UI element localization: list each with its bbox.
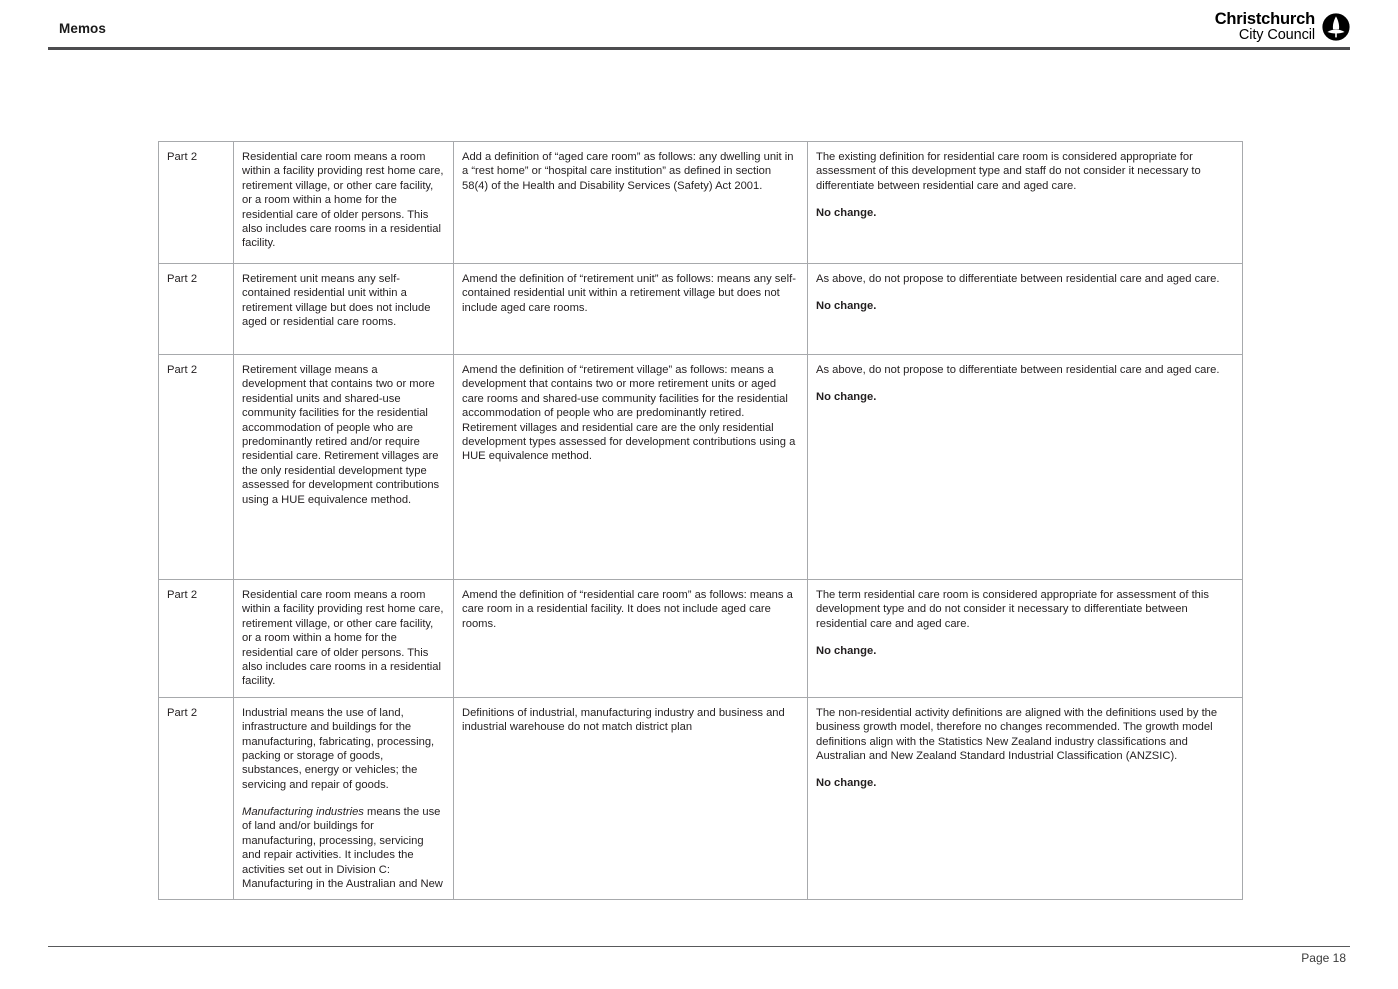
submission-text: Amend the definition of “retirement unit” as follows: means any self-contained residential unit within a retirement village but does not include aged care rooms. (462, 273, 796, 314)
definitions-submissions-table (158, 141, 1243, 900)
response-decision: No change. (816, 207, 877, 220)
page-footer (48, 946, 1350, 972)
cell-staff-response (808, 355, 1243, 580)
table-row (159, 580, 1243, 698)
cell-submission-point (454, 142, 808, 264)
response-decision: No change. (816, 300, 877, 313)
christchurch-council-emblem-icon (1322, 13, 1350, 41)
cell-original-definition (234, 355, 454, 580)
cell-part: Part 2 (159, 264, 234, 355)
table-row (159, 697, 1243, 900)
cell-part: Part 2 (159, 697, 234, 900)
logo-line-city-council: City Council (1238, 27, 1315, 44)
submission-text: Amend the definition of “residential care room” as follows: means a care room in a residential facility. It does not include aged care rooms. (462, 589, 793, 630)
original-definition-text: Residential care room means a room within a facility providing rest home care, retirement village, or other care facility, or a room within a home for the residential care of older persons. This also includes care rooms in a residential facility. (242, 589, 444, 688)
cell-submission-point (454, 355, 808, 580)
table-row (159, 264, 1243, 355)
original-definition-text: Retirement unit means any self-contained residential unit within a retirement village but does not include aged or residential care rooms. (242, 273, 431, 329)
cell-staff-response (808, 142, 1243, 264)
footer-divider (48, 946, 1350, 947)
response-decision: No change. (816, 391, 877, 404)
manufacturing-term: Manufacturing industries (242, 806, 364, 819)
response-decision: No change. (816, 777, 877, 790)
page-header (48, 10, 1350, 48)
response-text: As above, do not propose to differentiate between residential care and aged care. (816, 273, 1220, 285)
table-row (159, 355, 1243, 580)
manufacturing-continued: means the use of land and/or buildings for manufacturing, processing, servicing and repair activities. It includes the activities set out in Division C: Manufacturing in the Australian and New (242, 806, 443, 891)
cell-submission-point (454, 697, 808, 900)
cell-part: Part 2 (159, 355, 234, 580)
submission-text: Definitions of industrial, manufacturing industry and business and industrial warehouse do not match district plan (462, 706, 785, 734)
original-definition-text: Residential care room means a room within a facility providing rest home care, retirement village, or other care facility, or a room within a home for the residential care of older persons. This also includes care rooms in a residential facility. (242, 151, 444, 250)
response-text: The existing definition for residential care room is considered appropriate for assessment of this development type and staff do not consider it necessary to differentiate between residential care and aged care. (816, 151, 1201, 192)
original-definition-text: Industrial means the use of land, infrastructure and buildings for the manufacturing, fabricating, processing, packing or storage of goods, substances, energy or vehicles; the servicing and repair of goods. (242, 706, 435, 791)
cell-original-definition (234, 142, 454, 264)
page-title: Memos (59, 21, 107, 36)
submission-text: Add a definition of “aged care room” as follows: any dwelling unit in a “rest home” or “hospital care institution” as defined in section 58(4) of the Health and Disability Services (Safety) Act 2001. (462, 151, 794, 192)
cell-staff-response (808, 580, 1243, 698)
logo-line-christchurch: Christchurch (1214, 9, 1315, 28)
response-text: The non-residential activity definitions are aligned with the definitions used by the business growth model, therefore no changes recommended. The growth model definitions align with the Statistics New Zealand industry classifications and Australian and New Zealand Standard Industrial Classification (ANZSIC). (816, 706, 1218, 762)
cell-part: Part 2 (159, 142, 234, 264)
christchurch-city-council-logo (1215, 10, 1350, 44)
original-definition-text: Retirement village means a development that contains two or more residential units and shared-use community facilities for the residential accommodation of people who are predominantly retired and/or require residential care. Retirement villages are the only residential development type assessed for development contributions using a HUE equivalence method. (242, 364, 440, 506)
manufacturing-definition-text (242, 805, 444, 891)
response-text: As above, do not propose to differentiate between residential care and aged care. (816, 364, 1220, 376)
cell-staff-response (808, 697, 1243, 900)
table-row (159, 142, 1243, 264)
response-decision: No change. (816, 645, 877, 658)
cell-submission-point (454, 580, 808, 698)
cell-staff-response (808, 264, 1243, 355)
submission-text: Amend the definition of “retirement village” as follows: means a development that contains two or more retirement units or aged care rooms and shared-use community facilities for the residential accommodation of people who are predominantly retired. Retirement villages and residential care are the only residential development types assessed for development contributions using a HUE equivalence method. (462, 364, 796, 463)
header-divider (48, 47, 1350, 50)
cell-original-definition (234, 697, 454, 900)
cell-original-definition (234, 580, 454, 698)
cell-original-definition (234, 264, 454, 355)
cell-part: Part 2 (159, 580, 234, 698)
page-number: Page 18 (1301, 951, 1346, 965)
cell-submission-point (454, 264, 808, 355)
logo-text (1215, 11, 1315, 44)
response-text: The term residential care room is considered appropriate for assessment of this development type and do not consider it necessary to differentiate between residential care and aged care. (816, 589, 1209, 630)
